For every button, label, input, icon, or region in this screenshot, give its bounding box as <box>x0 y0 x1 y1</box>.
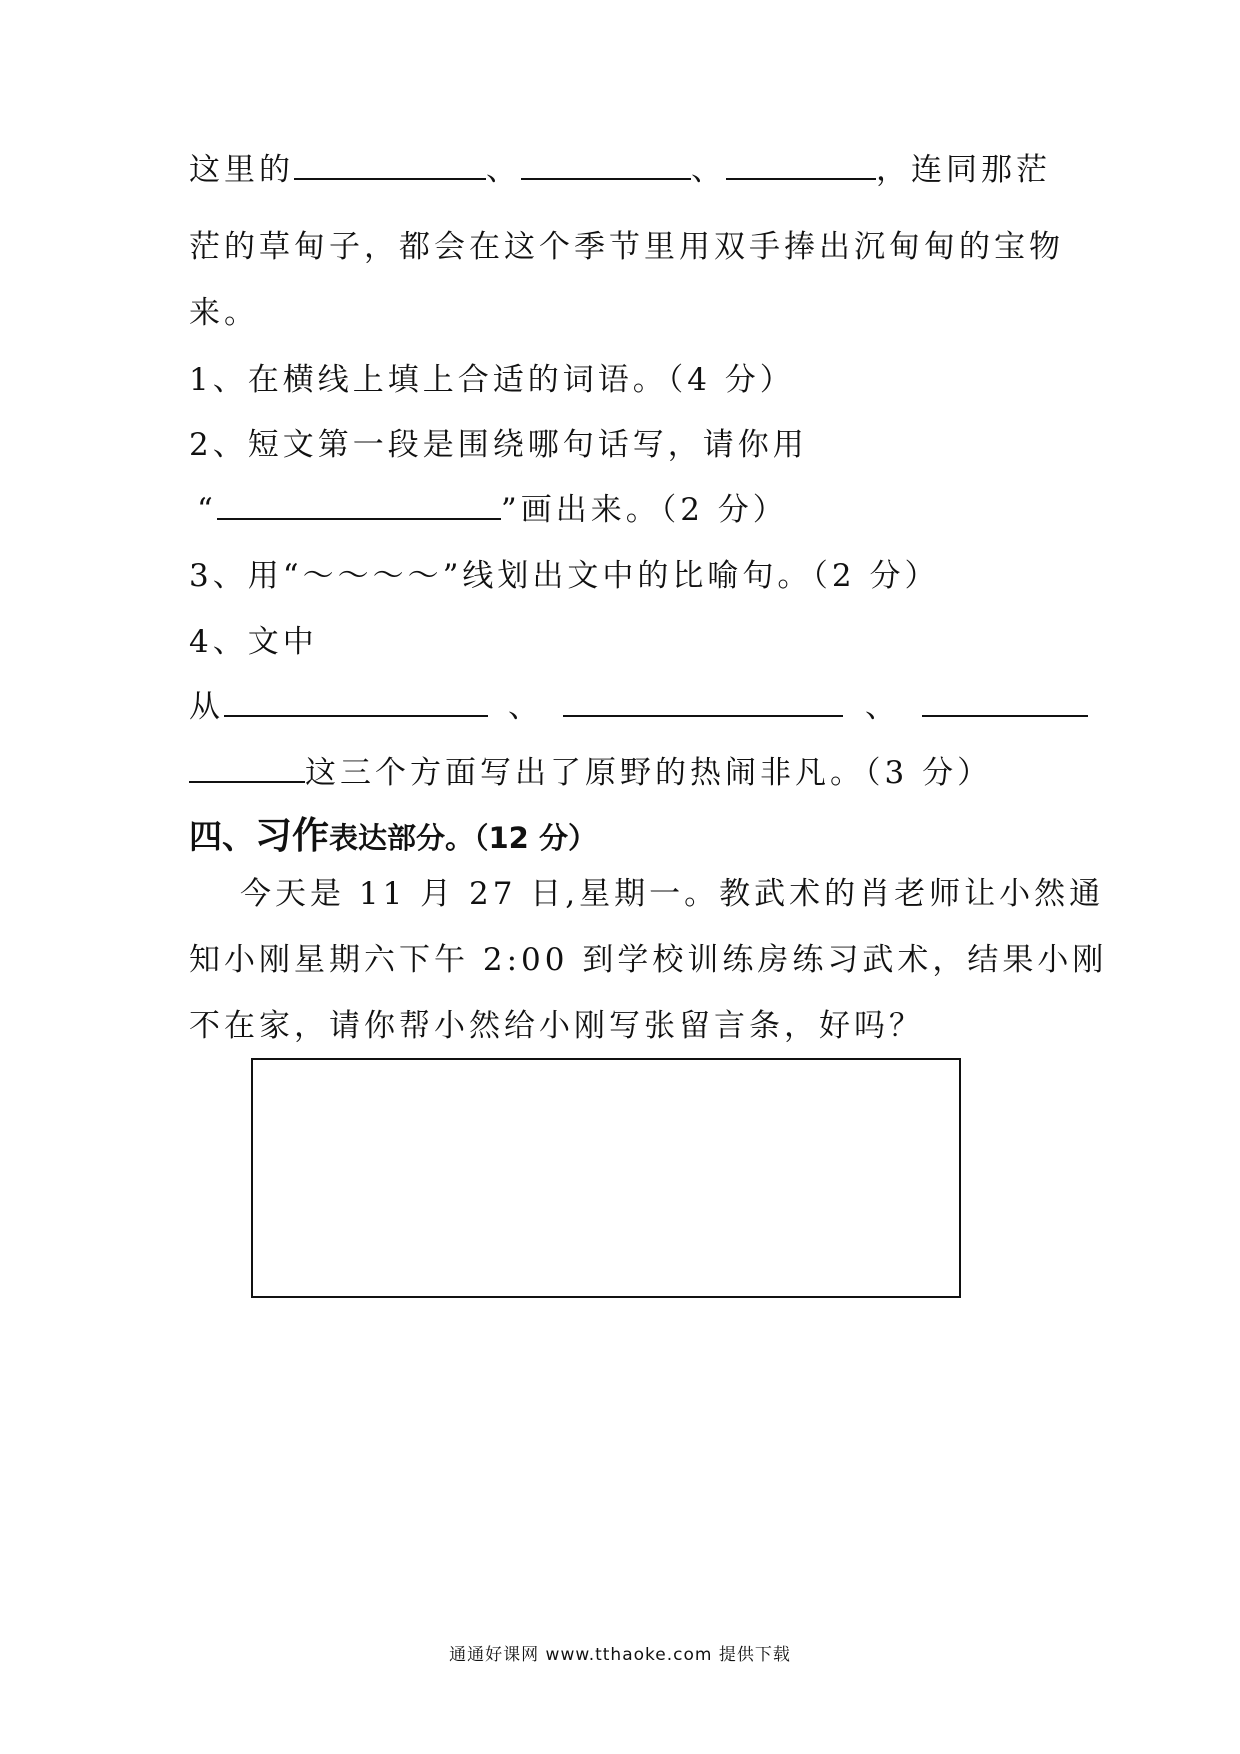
question-3: 3、用“～～～～”线划出文中的比喻句。（2 分） <box>189 558 940 594</box>
prompt-line-3: 不在家，请你帮小然给小刚写张留言条，好吗？ <box>189 1008 924 1044</box>
answer-blank[interactable] <box>726 150 876 180</box>
separator: 、 <box>486 152 521 188</box>
from-label: 从 <box>189 689 224 725</box>
question-4-line-3 <box>189 753 992 793</box>
answer-blank[interactable] <box>521 150 691 180</box>
passage-line-1-end: ，连同那茫 <box>876 152 1051 188</box>
open-quote: “ <box>197 492 217 528</box>
question-4-line-2 <box>189 687 1088 727</box>
question-4-line-1: 4、文中 <box>189 624 318 660</box>
answer-blank[interactable] <box>563 687 843 717</box>
question-4-end: 这三个方面写出了原野的热闹非凡。（3 分） <box>305 755 993 791</box>
answer-blank[interactable] <box>189 753 305 783</box>
section-number: 四、 <box>189 817 255 856</box>
prompt-line-1: 今天是 11 月 27 日,星期一。教武术的肖老师让小然通 <box>240 876 1105 912</box>
section-title-main: 习作 <box>255 814 329 857</box>
answer-box[interactable] <box>251 1058 961 1298</box>
answer-blank[interactable] <box>294 150 486 180</box>
answer-blank[interactable] <box>922 687 1088 717</box>
answer-blank[interactable] <box>224 687 488 717</box>
separator: 、 <box>508 689 543 725</box>
question-1: 1、在横线上填上合适的词语。（4 分） <box>189 362 795 398</box>
question-2-line-2 <box>197 490 788 530</box>
question-2-line-1: 2、短文第一段是围绕哪句话写，请你用 <box>189 427 808 463</box>
section-4-title <box>189 814 597 865</box>
passage-line-3: 来。 <box>189 295 259 331</box>
passage-line-1-start: 这里的 <box>189 152 294 188</box>
question-2-end: ”画出来。（2 分） <box>500 492 788 528</box>
answer-blank[interactable] <box>217 490 501 520</box>
separator: 、 <box>691 152 726 188</box>
passage-line-1 <box>189 150 1051 190</box>
prompt-line-2: 知小刚星期六下午 2:00 到学校训练房练习武术，结果小刚 <box>189 942 1108 978</box>
separator: 、 <box>865 689 900 725</box>
section-title-rest: 表达部分。（12 分） <box>329 821 597 855</box>
passage-line-2: 茫的草甸子，都会在这个季节里用双手捧出沉甸甸的宝物 <box>189 229 1064 265</box>
footer-credit: 通通好课网 www.tthaoke.com 提供下载 <box>449 1645 791 1665</box>
